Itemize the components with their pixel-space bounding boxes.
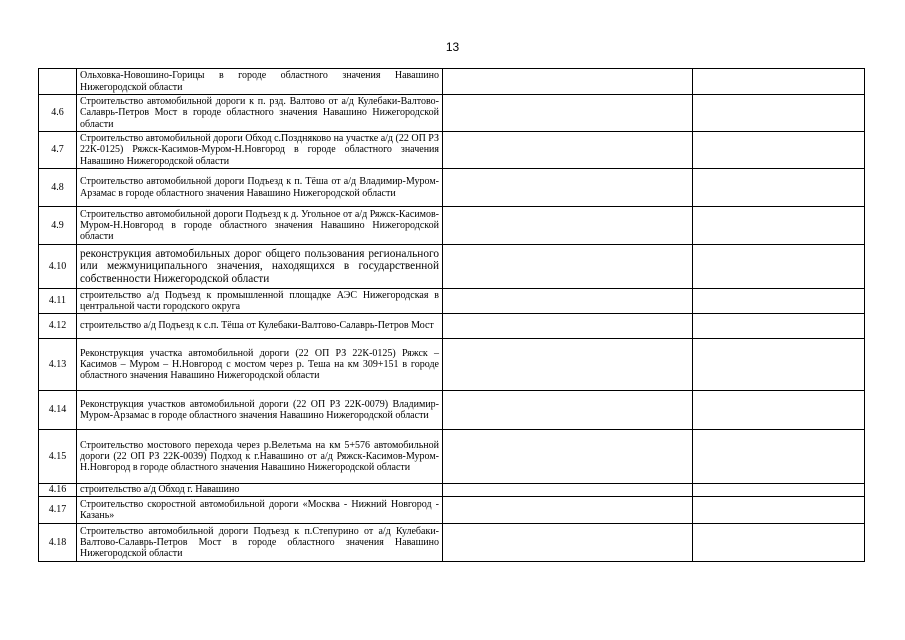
row-number: 4.8	[39, 169, 77, 207]
row-description: строительство а/д Подъезд к промышленной площадке АЭС Нижегородская в центральной части городского округа	[77, 289, 443, 314]
table-row	[39, 339, 865, 391]
row-description: Строительство автомобильной дороги к п. рзд. Валтово от а/д Кулебаки-Валтово-Салаврь-Петров Мост в городе областного значения Навашино Нижегородской области	[77, 95, 443, 132]
table-row	[39, 169, 865, 207]
row-cell-empty	[443, 497, 693, 524]
row-number: 4.13	[39, 339, 77, 391]
row-number: 4.15	[39, 430, 77, 484]
page-number: 13	[445, 40, 460, 54]
row-number: 4.12	[39, 314, 77, 339]
table-row	[39, 391, 865, 430]
table-row	[39, 314, 865, 339]
row-cell-empty	[693, 132, 865, 169]
table-row	[39, 430, 865, 484]
row-cell-empty	[443, 524, 693, 562]
row-description: Ольховка-Новошино-Горицы в городе областного значения Навашино Нижегородской области	[77, 69, 443, 95]
row-number: 4.14	[39, 391, 77, 430]
row-cell-empty	[443, 169, 693, 207]
row-description: Строительство автомобильной дороги Подъезд к п.Степурино от а/д Кулебаки-Валтово-Салаврь-Петров Мост в городе областного значения Навашино Нижегородской области	[77, 524, 443, 562]
projects-table	[38, 68, 865, 562]
row-description: строительство а/д Обход г. Навашино	[77, 484, 443, 497]
table-row	[39, 497, 865, 524]
row-cell-empty	[693, 430, 865, 484]
row-cell-empty	[443, 339, 693, 391]
row-description: Строительство автомобильной дороги Подъезд к п. Тёша от а/д Владимир-Муром-Арзамас в городе областного значения Навашино Нижегородской области	[77, 169, 443, 207]
row-description: Строительство автомобильной дороги Обход с.Поздняково на участке а/д (22 ОП РЗ 22К-0125) Ряжск-Касимов-Муром-Н.Новгород в городе областного значения Навашино Нижегородской области	[77, 132, 443, 169]
row-cell-empty	[443, 314, 693, 339]
table-row	[39, 69, 865, 95]
row-number: 4.18	[39, 524, 77, 562]
row-cell-empty	[693, 339, 865, 391]
table-row	[39, 524, 865, 562]
table-row	[39, 207, 865, 245]
row-number: 4.6	[39, 95, 77, 132]
row-description: реконструкция автомобильных дорог общего пользования регионального или межмуниципального значения, находящихся в государственной собственности Нижегородской области	[77, 245, 443, 289]
row-cell-empty	[443, 132, 693, 169]
row-cell-empty	[443, 430, 693, 484]
row-cell-empty	[443, 69, 693, 95]
row-number: 4.7	[39, 132, 77, 169]
row-description: Строительство автомобильной дороги Подъезд к д. Угольное от а/д Ряжск-Касимов-Муром-Н.Новгород в городе областного значения Навашино Нижегородской области	[77, 207, 443, 245]
row-cell-empty	[443, 391, 693, 430]
row-cell-empty	[693, 69, 865, 95]
row-number: 4.9	[39, 207, 77, 245]
row-cell-empty	[693, 391, 865, 430]
table-row	[39, 95, 865, 132]
row-description: Строительство мостового перехода через р.Велетьма на км 5+576 автомобильной дороги (22 ОП РЗ 22К-0039) Подход к г.Навашино от а/д Ряжск-Касимов-Муром-Н.Новгород в городе областного значения Навашино Нижегородской области	[77, 430, 443, 484]
row-description: строительство а/д Подъезд к с.п. Тёша от Кулебаки-Валтово-Салаврь-Петров Мост	[77, 314, 443, 339]
row-cell-empty	[443, 207, 693, 245]
row-description: Реконструкция участков автомобильной дороги (22 ОП РЗ 22К-0079) Владимир-Муром-Арзамас в городе областного значения Навашино Нижегородской области	[77, 391, 443, 430]
row-cell-empty	[693, 497, 865, 524]
row-cell-empty	[693, 95, 865, 132]
table-row	[39, 484, 865, 497]
table-row	[39, 245, 865, 289]
row-description: Реконструкция участка автомобильной дороги (22 ОП РЗ 22К-0125) Ряжск – Касимов – Муром – Н.Новгород с мостом через р. Теша на км 309+151 в городе областного значения Навашино Нижегородской области	[77, 339, 443, 391]
row-cell-empty	[443, 484, 693, 497]
row-cell-empty	[693, 169, 865, 207]
row-cell-empty	[693, 207, 865, 245]
row-cell-empty	[443, 289, 693, 314]
row-number: 4.11	[39, 289, 77, 314]
table-row	[39, 289, 865, 314]
row-cell-empty	[693, 484, 865, 497]
row-cell-empty	[693, 524, 865, 562]
row-number: 4.17	[39, 497, 77, 524]
row-cell-empty	[693, 289, 865, 314]
row-cell-empty	[693, 314, 865, 339]
row-cell-empty	[693, 245, 865, 289]
table-row	[39, 132, 865, 169]
row-number	[39, 69, 77, 95]
row-number: 4.10	[39, 245, 77, 289]
row-number: 4.16	[39, 484, 77, 497]
row-cell-empty	[443, 95, 693, 132]
row-cell-empty	[443, 245, 693, 289]
row-description: Строительство скоростной автомобильной дороги «Москва - Нижний Новгород - Казань»	[77, 497, 443, 524]
